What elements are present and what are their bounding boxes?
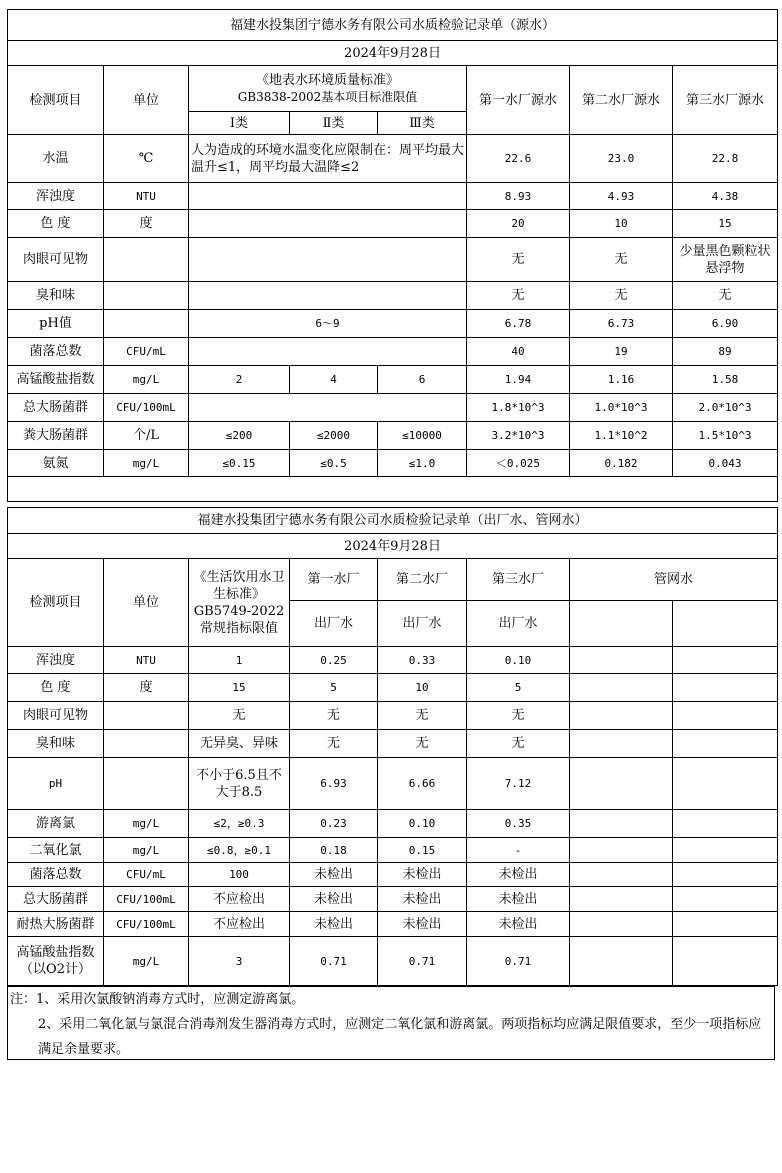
value-plant3: - — [467, 838, 570, 863]
item-name: 肉眼可见物 — [8, 702, 104, 730]
item-unit: mg/L — [104, 838, 189, 863]
item-name: pH — [8, 758, 104, 810]
value-plant3: 无 — [467, 730, 570, 758]
item-name: 二氧化氯 — [8, 838, 104, 863]
item-name: 高锰酸盐指数（以O2计） — [8, 937, 104, 986]
value-plant2: 未检出 — [378, 863, 467, 887]
network-value2 — [673, 912, 778, 937]
value-plant1: 1.94 — [467, 366, 570, 394]
spacer-cell — [8, 477, 778, 502]
value-plant1: 无 — [467, 238, 570, 282]
item-unit: 度 — [104, 674, 189, 702]
table-date: 2024年9月28日 — [8, 534, 778, 559]
network-value1 — [570, 730, 673, 758]
network-value1 — [570, 863, 673, 887]
item-standard: 不小于6.5且不大于8.5 — [189, 758, 290, 810]
value-plant1: 0.23 — [290, 810, 378, 838]
value-plant2: 4.93 — [570, 183, 673, 210]
network-col1 — [570, 601, 673, 647]
standard-class3: ≤1.0 — [378, 450, 467, 477]
item-unit: mg/L — [104, 937, 189, 986]
value-plant2: 0.15 — [378, 838, 467, 863]
value-plant1: 0.18 — [290, 838, 378, 863]
standard-class1: ≤200 — [189, 422, 290, 450]
standard-class3: ≤10000 — [378, 422, 467, 450]
item-standard: ≤0.8，≥0.1 — [189, 838, 290, 863]
value-plant3: 无 — [467, 702, 570, 730]
item-unit: CFU/mL — [104, 863, 189, 887]
value-plant2: 0.71 — [378, 937, 467, 986]
table-row — [8, 338, 778, 366]
value-plant1: 6.93 — [290, 758, 378, 810]
item-name: 耐热大肠菌群 — [8, 912, 104, 937]
header-plant3: 第三水厂源水 — [673, 66, 778, 135]
table-row — [8, 366, 778, 394]
value-plant2: 无 — [570, 238, 673, 282]
network-value2 — [673, 674, 778, 702]
network-value1 — [570, 758, 673, 810]
item-name: 色 度 — [8, 210, 104, 238]
value-plant2: 23.0 — [570, 135, 673, 183]
item-name: 高锰酸盐指数 — [8, 366, 104, 394]
network-value2 — [673, 838, 778, 863]
header-standard-line2: GB3838-2002基本项目标准限值 — [237, 89, 418, 104]
item-standard — [189, 338, 467, 366]
value-plant3: 4.38 — [673, 183, 778, 210]
header-standard — [189, 66, 467, 112]
value-plant1: ＜0.025 — [467, 450, 570, 477]
value-plant2: 0.33 — [378, 647, 467, 674]
table-row — [8, 674, 778, 702]
table-row — [8, 887, 778, 912]
network-value1 — [570, 702, 673, 730]
value-plant2: 6.73 — [570, 310, 673, 338]
item-unit: mg/L — [104, 366, 189, 394]
network-value2 — [673, 647, 778, 674]
item-unit — [104, 758, 189, 810]
header-plant1: 第一水厂 — [290, 559, 378, 601]
item-unit: CFU/mL — [104, 338, 189, 366]
item-name: 浑浊度 — [8, 183, 104, 210]
item-unit — [104, 282, 189, 310]
item-standard — [189, 183, 467, 210]
item-unit: 度 — [104, 210, 189, 238]
value-plant2: 1.16 — [570, 366, 673, 394]
item-name: 菌落总数 — [8, 863, 104, 887]
note-2: 2、采用二氧化氯与氯混合消毒剂发生器消毒方式时，应测定二氧化氯和游离氯。两项指标均应满足限值要求，至少一项指标应满足余量要求。 — [38, 1017, 762, 1057]
item-unit: CFU/100mL — [104, 887, 189, 912]
value-plant2: 无 — [378, 702, 467, 730]
value-plant3: 15 — [673, 210, 778, 238]
value-plant1: 无 — [467, 282, 570, 310]
standard-class2: ≤0.5 — [290, 450, 378, 477]
table-row — [8, 937, 778, 986]
header-plant2: 第二水厂源水 — [570, 66, 673, 135]
item-unit — [104, 702, 189, 730]
item-name: 游离氯 — [8, 810, 104, 838]
item-standard: 不应检出 — [189, 887, 290, 912]
table-row — [8, 238, 778, 282]
network-value1 — [570, 838, 673, 863]
item-unit — [104, 730, 189, 758]
header-unit: 单位 — [104, 66, 189, 135]
item-standard: 无 — [189, 702, 290, 730]
item-standard: 100 — [189, 863, 290, 887]
value-plant1: 20 — [467, 210, 570, 238]
table-row — [8, 183, 778, 210]
network-value2 — [673, 730, 778, 758]
value-plant3: 1.58 — [673, 366, 778, 394]
item-unit: CFU/100mL — [104, 394, 189, 422]
value-plant1: 0.25 — [290, 647, 378, 674]
value-plant1: 无 — [290, 702, 378, 730]
item-name: 肉眼可见物 — [8, 238, 104, 282]
table-row — [8, 912, 778, 937]
table-row — [8, 282, 778, 310]
header-item: 检测项目 — [8, 66, 104, 135]
value-plant2: 未检出 — [378, 887, 467, 912]
value-plant1: 40 — [467, 338, 570, 366]
network-value2 — [673, 810, 778, 838]
value-plant2: 19 — [570, 338, 673, 366]
value-plant1: 无 — [290, 730, 378, 758]
item-name: 菌落总数 — [8, 338, 104, 366]
value-plant1: 0.71 — [290, 937, 378, 986]
header-standard-line1: 《地表水环境质量标准》 — [255, 72, 399, 88]
table-row — [8, 422, 778, 450]
item-unit: CFU/100mL — [104, 912, 189, 937]
item-name: pH值 — [8, 310, 104, 338]
value-plant2: 0.10 — [378, 810, 467, 838]
item-standard: 1 — [189, 647, 290, 674]
value-plant2: 0.182 — [570, 450, 673, 477]
network-value1 — [570, 810, 673, 838]
value-plant3: 少量黑色颗粒状悬浮物 — [673, 238, 778, 282]
value-plant1: 未检出 — [290, 863, 378, 887]
value-plant3: 5 — [467, 674, 570, 702]
notes-box — [7, 986, 775, 1060]
value-plant3: 22.8 — [673, 135, 778, 183]
item-name: 臭和味 — [8, 282, 104, 310]
header-network: 管网水 — [570, 559, 778, 601]
network-value1 — [570, 937, 673, 986]
item-unit: NTU — [104, 647, 189, 674]
value-plant1: 1.8*10^3 — [467, 394, 570, 422]
item-standard: ≤2，≥0.3 — [189, 810, 290, 838]
value-plant2: 1.1*10^2 — [570, 422, 673, 450]
value-plant1: 未检出 — [290, 887, 378, 912]
table-date: 2024年9月28日 — [8, 41, 778, 66]
item-unit: mg/L — [104, 450, 189, 477]
network-value1 — [570, 912, 673, 937]
treated-water-table — [7, 507, 778, 986]
item-name: 氨氮 — [8, 450, 104, 477]
value-plant3: 0.71 — [467, 937, 570, 986]
item-standard: 15 — [189, 674, 290, 702]
table-row — [8, 758, 778, 810]
item-standard — [189, 238, 467, 282]
header-class3: Ⅲ类 — [378, 112, 467, 135]
table-row — [8, 838, 778, 863]
item-name: 水温 — [8, 135, 104, 183]
value-plant1: 未检出 — [290, 912, 378, 937]
note-1: 注：1、采用次氯酸钠消毒方式时，应测定游离氯。 — [10, 992, 305, 1007]
value-plant3: 未检出 — [467, 912, 570, 937]
header-class2: Ⅱ类 — [290, 112, 378, 135]
value-plant3: 0.35 — [467, 810, 570, 838]
table-row — [8, 450, 778, 477]
spacer-row — [8, 477, 778, 502]
item-name: 粪大肠菌群 — [8, 422, 104, 450]
table-row — [8, 810, 778, 838]
value-plant2: 无 — [570, 282, 673, 310]
table-title: 福建水投集团宁德水务有限公司水质检验记录单（源水） — [8, 10, 778, 41]
table-row — [8, 394, 778, 422]
table-row — [8, 310, 778, 338]
network-value1 — [570, 887, 673, 912]
item-unit: mg/L — [104, 810, 189, 838]
value-plant1: 6.78 — [467, 310, 570, 338]
value-plant3: 6.90 — [673, 310, 778, 338]
standard-class3: 6 — [378, 366, 467, 394]
value-plant2: 6.66 — [378, 758, 467, 810]
value-plant1: 3.2*10^3 — [467, 422, 570, 450]
item-unit — [104, 310, 189, 338]
network-value2 — [673, 937, 778, 986]
header-plant2-sub: 出厂水 — [378, 601, 467, 647]
table-row — [8, 210, 778, 238]
value-plant2: 10 — [378, 674, 467, 702]
network-value2 — [673, 702, 778, 730]
item-name: 总大肠菌群 — [8, 394, 104, 422]
value-plant1: 8.93 — [467, 183, 570, 210]
header-plant3: 第三水厂 — [467, 559, 570, 601]
network-value2 — [673, 863, 778, 887]
value-plant3: 1.5*10^3 — [673, 422, 778, 450]
table-row — [8, 135, 778, 183]
table-row — [8, 647, 778, 674]
standard-class1: 2 — [189, 366, 290, 394]
header-item: 检测项目 — [8, 559, 104, 647]
value-plant1: 5 — [290, 674, 378, 702]
network-value1 — [570, 674, 673, 702]
item-unit: 个/L — [104, 422, 189, 450]
value-plant3: 89 — [673, 338, 778, 366]
network-value2 — [673, 758, 778, 810]
value-plant2: 未检出 — [378, 912, 467, 937]
value-plant3: 未检出 — [467, 863, 570, 887]
value-plant2: 无 — [378, 730, 467, 758]
value-plant3: 无 — [673, 282, 778, 310]
header-standard: 《生活饮用水卫生标准》GB5749-2022常规指标限值 — [189, 559, 290, 647]
network-value2 — [673, 887, 778, 912]
item-standard: 6～9 — [189, 310, 467, 338]
source-water-table — [7, 9, 778, 502]
item-standard: 人为造成的环境水温变化应限制在：周平均最大温升≤1，周平均最大温降≤2 — [189, 135, 467, 183]
header-plant3-sub: 出厂水 — [467, 601, 570, 647]
value-plant3: 7.12 — [467, 758, 570, 810]
item-name: 总大肠菌群 — [8, 887, 104, 912]
item-standard: 无异臭、异味 — [189, 730, 290, 758]
item-unit: NTU — [104, 183, 189, 210]
header-plant1: 第一水厂源水 — [467, 66, 570, 135]
value-plant3: 0.043 — [673, 450, 778, 477]
item-standard — [189, 282, 467, 310]
item-name: 浑浊度 — [8, 647, 104, 674]
header-plant1-sub: 出厂水 — [290, 601, 378, 647]
value-plant2: 1.0*10^3 — [570, 394, 673, 422]
item-standard: 3 — [189, 937, 290, 986]
header-class1: Ⅰ类 — [189, 112, 290, 135]
table-title: 福建水投集团宁德水务有限公司水质检验记录单（出厂水、管网水） — [8, 508, 778, 534]
value-plant2: 10 — [570, 210, 673, 238]
standard-class2: 4 — [290, 366, 378, 394]
network-col2 — [673, 601, 778, 647]
item-unit: ℃ — [104, 135, 189, 183]
header-plant2: 第二水厂 — [378, 559, 467, 601]
standard-class1: ≤0.15 — [189, 450, 290, 477]
table-row — [8, 863, 778, 887]
table-row — [8, 730, 778, 758]
item-standard: 不应检出 — [189, 912, 290, 937]
network-value1 — [570, 647, 673, 674]
value-plant1: 22.6 — [467, 135, 570, 183]
item-name: 臭和味 — [8, 730, 104, 758]
item-standard — [189, 394, 467, 422]
item-unit — [104, 238, 189, 282]
item-standard — [189, 210, 467, 238]
standard-class2: ≤2000 — [290, 422, 378, 450]
table-row — [8, 702, 778, 730]
header-unit: 单位 — [104, 559, 189, 647]
value-plant3: 未检出 — [467, 887, 570, 912]
item-name: 色 度 — [8, 674, 104, 702]
value-plant3: 0.10 — [467, 647, 570, 674]
value-plant3: 2.0*10^3 — [673, 394, 778, 422]
